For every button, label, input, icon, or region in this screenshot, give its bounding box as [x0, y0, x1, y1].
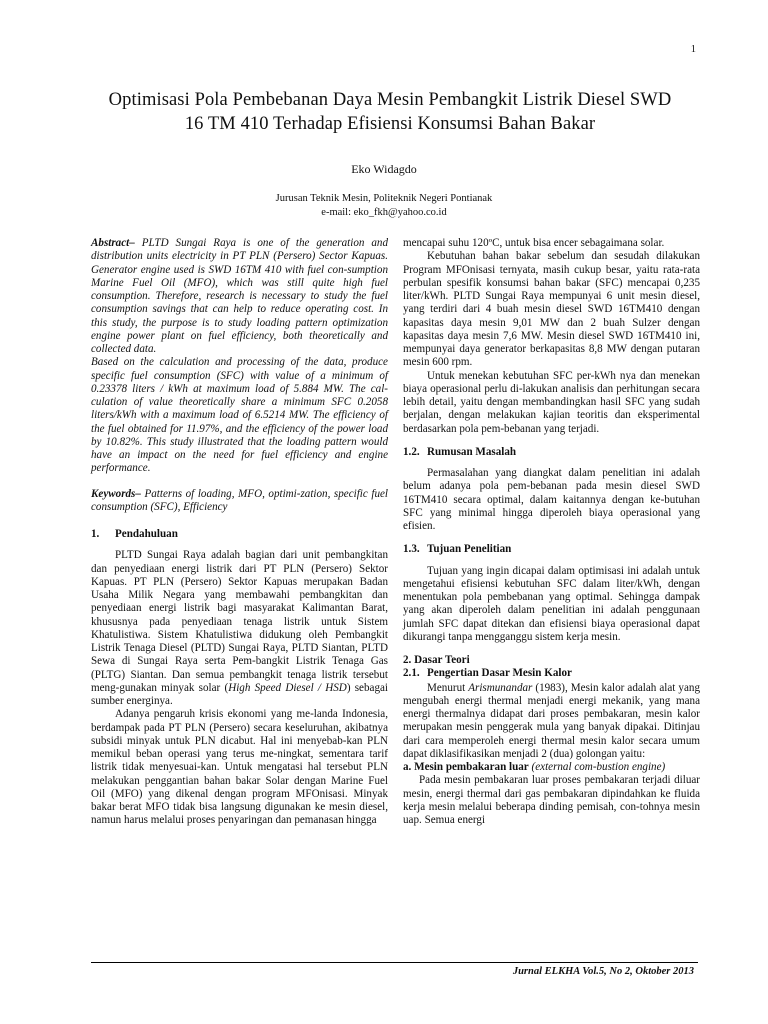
paragraph-problem: Permasalahan yang diangkat dalam penelitian ini adalah belum adanya pola pem-bebanan pada mesin diesel SWD 16TM410 secara optimal, dalam kaitannya dengan ke-butuhan SFC yang minimal hingga diperoleh biaya operasional yang efisien. — [403, 467, 700, 532]
continued-paragraph: mencapai suhu 120ºC, untuk bisa encer sebagaimana solar. — [403, 237, 665, 249]
affiliation: Jurusan Teknik Mesin, Politeknik Negeri Pontianak — [275, 193, 493, 204]
section-heading-1-2 — [403, 446, 700, 459]
intro-text-b: ) sebagai sumber energinya. — [91, 681, 389, 707]
email: e-mail: eko_fkh@yahoo.co.id — [321, 207, 447, 218]
keywords-text: Patterns of loading, MFO, optimi-zation, specific fuel consumption (SFC), Efficiency — [91, 487, 388, 513]
list-item-a-label: a. Mesin pembakaran luar — [403, 761, 529, 773]
section-heading-2: 2. Dasar Teori — [403, 654, 470, 666]
section-title: Tujuan Penelitian — [427, 543, 512, 556]
section-title: Rumusan Masalah — [427, 445, 517, 458]
paragraph-sfc-analysis: Untuk menekan kebutuhan SFC per-kWh nya dan menekan biaya operasional perlu di-lakukan analisis dan perhitungan secara lebih detail, yaitu dengan membandingkan hasil SFC yang sudah berjalan, dengan melakukan kajian teoritis dan eksperimental berdasarkan pola pem-bebanan yang terjadi. — [403, 369, 700, 435]
list-item-a — [403, 761, 700, 774]
paragraph-fuel-needs: Kebutuhan bahan bakar sebelum dan sesudah dilakukan Program MFOnisasi ternyata, masih cukup besar, yaitu rata-rata perbulan spesifik konsumsi bahan bakar (SFC) mencapai 0,235 liter/kWh. PLTD Sungai Raya mempunyai 6 unit mesin diesel, yang terdiri dari 4 buah mesin diesel SWD 16TM410 dengan kapasitas daya mesin 9,01 MW dan 2 buah Sulzer dengan kapasitas daya mesin 7,6 MW. Mesin diesel SWD 16TM410 ini, mempunyai daya generator berkapasitas 8,8 MW dengan putaran mesin 600 rpm. — [403, 250, 700, 369]
intro-paragraph-2: Adanya pengaruh krisis ekonomi yang me-landa Indonesia, berdampak pada PT PLN (Persero) secara keseluruhan, akibatnya subsidi minyak untuk PLN dicabut. Hal ini menyebab-kan PLN memikul beban operasi yang terus me-ningkat, sementara tarif listrik tidak menyesuai-kan. Untuk mengatasi hal tersebut PLN melakukan penggantian bahan bakar Solar dengan Marine Fuel Oil (MFO) yang dikenal dengan program MFOnisasi. Minyak bakar berat MFO tidak bisa langsung digunakan ke mesin diesel, namun harus melalui proses penyaringan dan pemanasan hingga — [91, 708, 388, 827]
paper-title — [60, 88, 720, 136]
heat-engine-text-b: (1983), Mesin kalor adalah alat yang mengubah energi thermal menjadi energi mekanik, yang mana energi thermalnya didapat dari proses pembakaran, mesin kalor merupakan mesin penggerak mula yang banyak dipakai. Ditinjau dari cara memperoleh energi thermal mesin kalor secara umum dapat diklasifikasikan menjadi 2 (dua) golongan yaitu: — [403, 681, 700, 760]
section-title: Pendahuluan — [115, 528, 178, 540]
intro-italic-term: High Speed Diesel / HSD — [228, 681, 347, 694]
list-item-a-term: (external com-bustion engine) — [528, 761, 666, 773]
section-heading-1 — [91, 528, 388, 541]
section-number: 1. — [91, 528, 100, 540]
abstract-text-1: PLTD Sungai Raya is one of the generation and distribution units electricity in PT PLN (Persero) Sector Kapuas. Generator engine used is SWD 16TM 410 with fuel con-sumption Marine Fuel Oil (MFO), which was still quite high fuel consumption. Therefore, research is necessary to study the fuel consumption savings that can help to reduce operating cost. In this study, the purpose is to study loading pattern optimization engine power plant on fuel efficiency, both theoretically and collected data. — [91, 237, 388, 355]
heat-engine-citation: Arismunandar — [468, 681, 533, 694]
paragraph-external-combustion: Pada mesin pembakaran luar proses pembakaran terjadi diluar mesin, energi thermal dari gas pembakaran dipindahkan ke fluida kerja mesin melalui beberapa dinding pemisah, con-tohnya mesin uap. Semua energi — [403, 774, 700, 826]
left-column — [91, 237, 388, 828]
section-heading-2-1 — [403, 667, 700, 680]
right-column — [403, 237, 700, 827]
keywords-label: Keywords– — [91, 487, 141, 500]
author-name: Eko Widagdo — [351, 162, 417, 176]
page-number: 1 — [690, 44, 696, 55]
section-number: 2.1. — [403, 667, 420, 680]
section-number: 1.3. — [403, 543, 420, 556]
abstract-label: Abstract– — [91, 237, 135, 249]
heat-engine-text-a: Menurut — [427, 681, 469, 694]
title-line-1: Optimisasi Pola Pembebanan Daya Mesin Pembangkit Listrik Diesel SWD — [108, 90, 672, 110]
paragraph-heat-engine — [403, 682, 700, 762]
author-affiliation-block — [0, 192, 768, 220]
title-line-2: 16 TM 410 Terhadap Efisiensi Konsumsi Bahan Bakar — [184, 114, 596, 134]
abstract-paragraph-1 — [91, 237, 388, 356]
section-heading-1-3 — [403, 543, 700, 556]
footer-rule — [91, 962, 698, 963]
keywords — [91, 488, 388, 515]
section-number: 1.2. — [403, 445, 420, 458]
section-title: Pengertian Dasar Mesin Kalor — [427, 667, 572, 680]
intro-paragraph-1 — [91, 549, 388, 708]
journal-footer: Jurnal ELKHA Vol.5, No 2, Oktober 2013 — [512, 966, 694, 977]
paragraph-objective: Tujuan yang ingin dicapai dalam optimisasi ini adalah untuk mengetahui efisiensi kebutuhan SFC dalam liter/kWh, dengan menentukan pola pembebanan yang optimal. Sehingga dampak yang akan diperoleh dalam penelitian ini adalah penggunaan jumlah SFC dapat ditekan dan efisiensi biaya operasional dapat dikurangi tanpa mengganggu sistem kerja mesin. — [403, 564, 700, 643]
abstract-paragraph-2: Based on the calculation and processing of the data, produce specific fuel consumption (SFC) with value of a minimum of 0.23378 liters / kWh at maximum load of 5.884 MW. The cal-culation of value theoretically share a minimum SFC 0.2058 liters/kWh with a maximum load of 6.5214 MW. The efficiency of the fuel obtained for 11.97%, and the efficiency of the power load by 10.82%. This study illustrated that the loading pattern would have an impact on the need for fuel efficiency and engine performance. — [91, 356, 388, 475]
intro-text-a: PLTD Sungai Raya adalah bagian dari unit pembangkitan dan penyediaan energi listrik dari PT PLN (Persero) Sektor Kapuas. PT PLN (Persero) Sektor Kapuas merupakan Badan Usaha Milik Negara yang membawahi pembangkitan dan penyediaan energi listrik bagi masyarakat Kalimantan Barat, khususnya pada penyediaan tenaga listrik untuk Sistem Khatulistiwa. Sistem Khatulistiwa didukung oleh Pembangkit Listrik Tenaga Diesel (PLTD) Sungai Raya, PLTD Siantan, PLTD Sewa di Sungai Raya serta Pem-bangkit Listrik Tenaga Gas (PLTG) Siantan. Dan semua pembangkit tenaga listrik tersebut meng-gunakan minyak solar ( — [91, 549, 388, 694]
